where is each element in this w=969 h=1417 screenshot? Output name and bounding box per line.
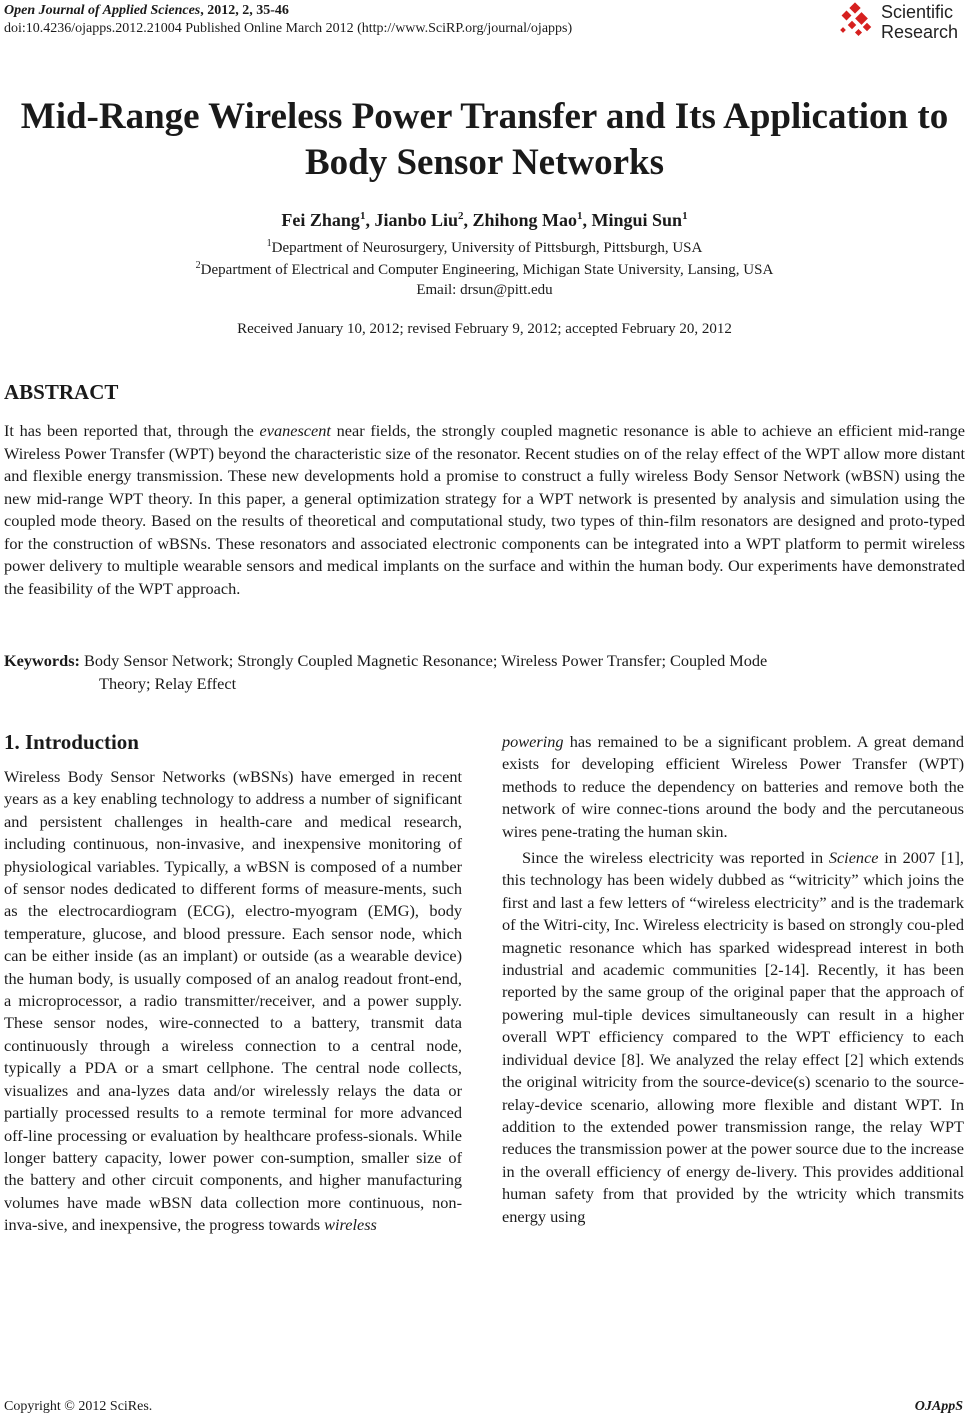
author-sup: 2: [457, 210, 464, 222]
affiliation-text: Department of Electrical and Computer Engineering, Michigan State University, Lansing, USA: [200, 262, 774, 278]
running-header: [4, 3, 289, 19]
affiliation-sup: 2: [195, 260, 201, 271]
right-column: [502, 731, 964, 1228]
intro-text: has remained to be a significant problem. A great demand exists for developing efficient Wireless Power Transfer (WPT) methods to reduce the dependency on batteries and remove both the network of wire connec-tions around the body and the percutaneous wires pene-trating the human skin.: [502, 732, 964, 841]
paper-title: [0, 94, 969, 186]
abstract-emphasis: evanescent: [259, 421, 331, 440]
affiliation-sup: 1: [266, 238, 272, 249]
title-line-1: Mid-Range Wireless Power Transfer and Its Application to: [20, 96, 949, 137]
section-heading: 1. Introduction: [4, 730, 139, 754]
journal-abbreviation: OJAppS: [914, 1399, 963, 1414]
logo-wordmark: [881, 2, 958, 42]
intro-emphasis: powering: [502, 732, 564, 751]
author-name: , Mingui Sun: [582, 210, 683, 230]
abstract-text: It has been reported that, through the: [4, 421, 260, 440]
received-dates: Received January 10, 2012; revised February 9, 2012; accepted February 20, 2012: [237, 321, 732, 337]
keywords: [4, 650, 964, 695]
logo-line-2: Research: [881, 22, 959, 42]
abstract-heading: ABSTRACT: [4, 380, 119, 404]
title-line-2: Body Sensor Networks: [304, 142, 665, 183]
author-name: , Zhihong Mao: [463, 210, 578, 230]
journal-name: Open Journal of Applied Sciences: [4, 3, 201, 18]
intro-text: Wireless Body Sensor Networks (wBSNs) have emerged in recent years as a key enabling technology to address a number of significant and persistent challenges in health-care and medical research, including continuous, non-invasive, and inexpensive monitoring of physiological variables. Typically, a wBSN is composed of a number of sensor nodes dedicated to different forms of measure-ments, such as the electrocardiogram (ECG), electro-myogram (EMG), body temperature, glucose, and blood pressure. Each sensor node, which can be either inside (as an implant) or outside (as a wearable device) the human body, is usually composed of an analog readout front-end, a microprocessor, a radio transmitter/receiver, and a power supply. These sensor nodes, wire-connected to a battery, transmit data continuously through a wireless connection to a central node, typically a PDA or a smart cellphone. The central node collects, visualizes and ana-lyzes data and/or wirelessly relays the data or partially processed results to a remote terminal for more advanced off-line processing or evaluation by healthcare profess-sionals. While longer battery capacity, lower power con-sumption, smaller size of the battery and other circuit components, and higher manufacturing volumes have made wBSN data collection more continuous, non-inva-sive, and inexpensive, the progress towards: [4, 767, 462, 1235]
scirp-logo: [837, 2, 963, 44]
doi-line: doi:10.4236/ojapps.2012.21004 Published Online March 2012 (http://www.SciRP.org/journal/ojapps): [4, 21, 573, 36]
intro-emphasis: Science: [828, 848, 879, 868]
abstract-text: near fields, the strongly coupled magnetic resonance is able to achieve an efficient mid-range Wireless Power Transfer (WPT) beyond the characteristic size of the resonator. Recent studies on of the relay effect of the WPT allow more distant and flexible energy transmission. These new developments hold a promise to construct a fully wireless Body Sensor Network (wBSN) using the new mid-range WPT theory. In this paper, a general optimization strategy for a WPT network is presented by analysis and simulation using the coupled mode theory. Based on the results of theoretical and computational study, two types of thin-film resonators are designed and proto-typed for the construction of wBSNs. These resonators and associated electronic components can be integrated into a WPT platform to permit wireless power delivery to multiple wearable sensors and medical implants on the surface and within the human body. Our experiments have demonstrated the feasibility of the WPT approach.: [4, 421, 965, 598]
author-email: Email: drsun@pitt.edu: [416, 282, 553, 298]
keywords-label: Keywords:: [4, 651, 80, 670]
intro-text: in 2007 [1], this technology has been widely dubbed as “witricity” which joins the first and last a few letters of “wireless electricity” and is the trademark of the Witri-city, Inc. Wireless electricity is based on strongly cou-pled magnetic resonance which has sparked widespread interest in both industrial and academic communities [2-14]. Recently, it has been reported by the same group of the original paper that the approach of powering mul-tiple devices simultaneously can result in a higher overall WPT efficiency compared to the WPT efficiency to each individual device [8]. We analyzed the relay effect [2] which extends the original witricity from the source-device(s) scenario to the source-relay-device scenario, allowing more flexible and distant WPT. In addition to the extended power transmission range, the relay WPT reduces the transmission power at the power source due to the increase in the overall efficiency of energy de-livery. This provides additional human safety from that provided by the wtricity which transmits energy using: [502, 848, 964, 1226]
intro-text: Since the wireless electricity was reported in: [522, 848, 829, 868]
copyright-footer: Copyright © 2012 SciRes.: [4, 1399, 153, 1414]
abstract-body: [4, 420, 965, 600]
affiliation-2: [0, 260, 969, 279]
author-name: , Jianbo Liu: [365, 210, 458, 230]
keywords-line-1: Body Sensor Network; Strongly Coupled Magnetic Resonance; Wireless Power Transfer; Coupled Mode: [79, 651, 768, 670]
author-list: [0, 210, 969, 231]
affiliation-1: [0, 238, 969, 257]
author-sup: 1: [682, 210, 688, 222]
scirp-logo-icon: [837, 2, 879, 44]
keywords-line-2: Theory; Relay Effect: [99, 673, 237, 693]
author-name: Fei Zhang: [281, 210, 360, 230]
intro-emphasis: wireless: [324, 1215, 377, 1235]
journal-citation: , 2012, 2, 35-46: [200, 3, 289, 18]
affiliation-text: Department of Neurosurgery, University of Pittsburgh, Pittsburgh, USA: [271, 240, 703, 256]
author-sup: 1: [359, 210, 366, 222]
logo-line-1: Scientific: [881, 2, 954, 22]
author-sup: 1: [577, 210, 583, 222]
left-column: [4, 766, 462, 1237]
